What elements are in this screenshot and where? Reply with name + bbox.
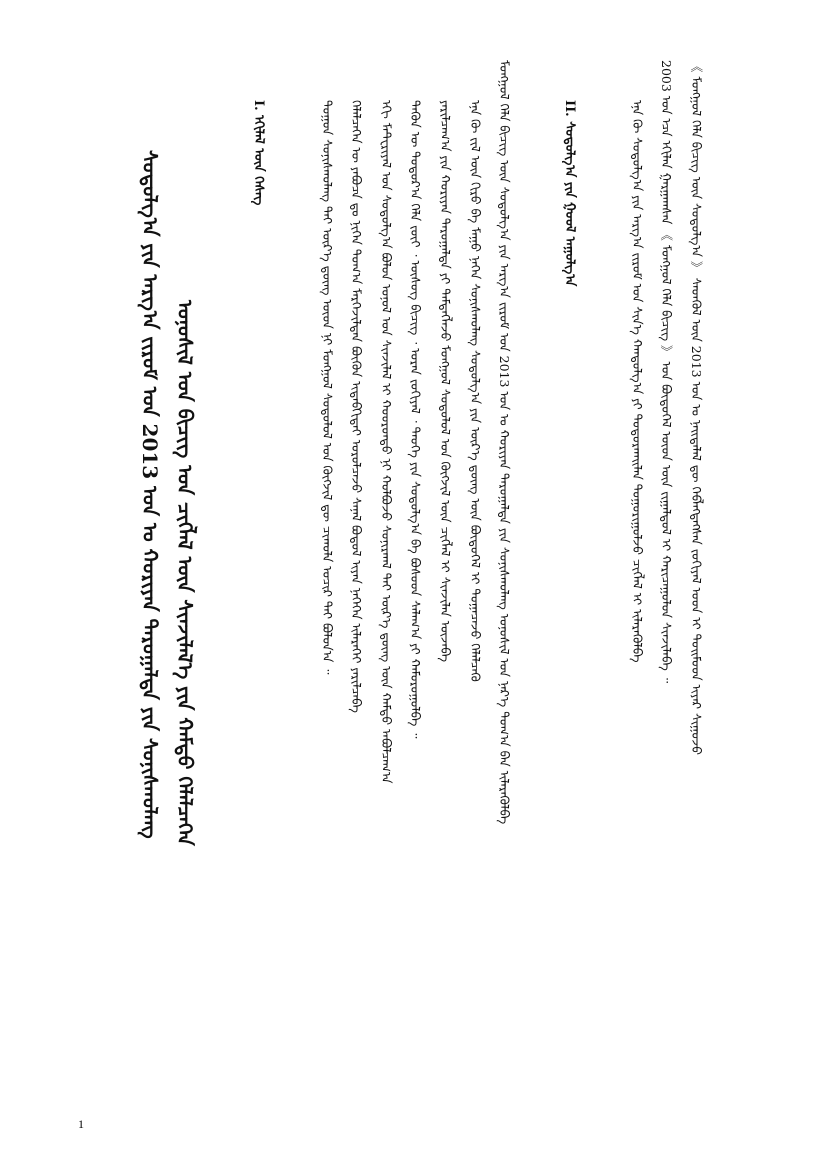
document-title-line-2: ᠤᠨᠤᠰᠢᠯ ᠤᠨ ᠪᠢᠴᠢᠭ ᠤᠨ ᠴᠢᠭᠯᠡᠯ ᠦᠨ ᠰᠢᠨᠵᠢᠯᠡᠯ᠎ᠡ ᠶᠢᠨ ᠬᠠᠮᠲᠤ ᠬᠡᠯᠡᠯᠴᠡᠭᠡᠨ (173, 300, 197, 846)
paragraph-line: ᠲᠣᠭᠣᠨ ᠰᠣᠨᠢᠰᠬᠤᠯᠠᠩ ᠲᠠᠢ ᠦᠷ᠎ᠡ ᠳ᠋ᠦᠩ ᠦᠳ ᠨᠢ ᠮᠣᠩᠭᠣᠯ ᠰᠤᠳᠤᠯᠤᠯ ᠤᠨ ᠬᠥᠭᠵᠢᠯ ᠳᠦ ᠴᠢᠬᠤᠯᠠ ᠤᠴᠢᠷ ᠲᠠᠢ ᠪᠣᠯᠤᠨ᠎ᠠ ᠃ (320, 100, 335, 675)
section-heading-1: I. ᠡᠬᠢᠯᠡᠯ ᠦᠨ ᠬᠡᠰᠡᠭ (251, 100, 266, 206)
paragraph-line: ᠶᠠᠷᠢᠯᠴᠠᠭ᠎ᠠ ᠶᠢᠨ ᠬᠣᠷᠢᠶᠠᠨ ᠳᠠᠷᠤᠭᠠᠯᠲᠠ ᠶᠢ ᠲᠡᠮᠳᠡᠭᠯᠡᠵᠦ ᠮᠣᠩᠭᠣᠯ ᠰᠤᠳᠤᠯᠤᠯ ᠤᠨ ᠬᠥᠭᠵᠢᠯ ᠦᠨ ᠴᠢᠭᠯᠡᠯ ᠢ ᠰᠢᠨᠵᠢᠯᠡᠨ ᠦᠵᠡᠪᠡ (438, 100, 453, 663)
paragraph-line: ᠡᠬᠢ ᠮᠠᠲ᠋ᠧᠷᠢᠶᠠᠯ ᠤᠨ ᠰᠤᠳᠤᠯᠭ᠎ᠠ ᠪᠤᠯᠤᠨ ᠣᠨᠤᠯ ᠤᠨ ᠰᠢᠨᠵᠢᠯᠡᠯ ᠢ ᠬᠣᠣᠷᠣᠨᠳᠤ ᠨᠢ ᠬᠣᠯᠪᠣᠵᠤ ᠰᠣᠨᠢᠷᠬᠠᠯ ᠲᠠᠢ ᠦᠷ᠎ᠡ ᠳ᠋ᠦᠩ ᠦᠨ ᠬᠠᠮᠲᠤ ᠠᠪᠤᠯᠴᠠᠭ᠎ᠠ (379, 100, 394, 784)
document-title-line-1: ᠰᠤᠳᠤᠯᠭ᠎ᠠ ᠶᠢᠨ ᠠᠷᠭ᠎ᠠ ᠵᠢᠷᠤᠮ ᠤᠨ 2013 ᠣᠨ ᠤ ᠬᠣᠷᠢᠶᠠᠨ ᠳᠠᠷᠤᠭᠠᠯᠲᠠ ᠶᠢᠨ ᠰᠣᠨᠢᠰᠬᠤᠯᠠᠩ (138, 150, 162, 839)
paragraph-line: ᠬᠡᠯᠡᠯᠴᠡᠭᠡᠨ ᠦ ᠶᠠᠪᠤᠴᠠ ᠳᠤ ᠨᠢᠭᠡᠨ ᠳᠤᠭ᠎ᠠ ᠮᠡᠷᠭᠡᠵᠢᠯᠲᠡᠨ ᠪᠦᠬᠦᠨ ᠢᠳᠡᠪᠬᠢᠲᠡᠢ ᠣᠷᠤᠯᠴᠠᠵᠤ ᠰᠠᠨᠠᠯ ᠪᠣᠳᠤᠯ ᠢᠶᠠᠨ ᠨᠡᠭᠡᠭᠡᠨ ᠢᠯᠡᠷᠡᠬᠡᠢ ᠶᠠᠷᠢᠯᠴᠠᠪᠠ (349, 100, 364, 713)
paragraph-line: ᠡᠨᠡ ᠬᠦ ᠰᠤᠳᠤᠯᠭ᠎ᠠ ᠶᠢᠨ ᠠᠷᠭ᠎ᠠ ᠵᠢᠷᠤᠮ ᠤᠨ ᠰᠢᠨ᠎ᠡ ᠬᠠᠨᠳᠤᠯᠭ᠎ᠠ ᠶᠢ ᠲᠣᠳᠣᠷᠬᠠᠢᠯᠠᠨ ᠲᠣᠭᠣᠷᠢᠭᠤᠯᠵᠤ ᠴᠢᠭᠯᠡᠯ ᠢ ᠢᠯᠡᠷᠡᠭᠦᠯᠪᠡ (630, 100, 645, 663)
paragraph-line: 《 ᠮᠣᠩᠭᠣᠯ ᠬᠡᠯᠡ ᠪᠢᠴᠢᠭ ᠦᠨ ᠰᠤᠳᠤᠯᠭ᠎ᠠ 》 ᠰᠡᠳᠬᠦᠯ ᠦᠨ 2013 ᠣᠨ ᠤ ᠨᠡᠢᠲᠡᠯᠡᠯ ᠳᠦ ᠬᠡᠪᠯᠡᠭᠳᠡᠭᠰᠡᠨ ᠵᠣᠬᠢᠶᠠᠯ ᠤᠳ ᠢ ᠲᠣᠢᠮᠣᠳ ᠢᠶᠠᠷ ᠰᠢᠭᠤᠵᠤ (689, 60, 704, 755)
paragraph-line: ᠲᠡᠭᠦᠨ ᠦ ᠳᠣᠲᠣᠷ᠎ᠠ ᠬᠡᠯᠡ ᠵᠦᠢ ᠂ ᠦᠰᠦᠭ ᠪᠢᠴᠢᠭ ᠂ ᠤᠷᠠᠨ ᠵᠣᠬᠢᠶᠠᠯ ᠂ ᠲᠡᠦᠬᠡ ᠶᠢᠨ ᠰᠤᠳᠤᠯᠭ᠎ᠠ ᠪᠠ ᠪᠤᠰᠤᠳ ᠰᠠᠯᠠᠭ᠎ᠠ ᠶᠢ ᠬᠠᠮᠤᠷᠤᠭᠤᠯᠪᠠ ᠃ (408, 100, 423, 739)
paragraph-line: ᠮᠣᠩᠭᠣᠯ ᠬᠡᠯᠡ ᠪᠢᠴᠢᠭ ᠦᠨ ᠰᠤᠳᠤᠯᠭ᠎ᠠ ᠶᠢᠨ ᠠᠷᠭ᠎ᠠ ᠵᠢᠷᠤᠮ ᠤᠨ 2013 ᠣᠨ ᠤ ᠬᠣᠷᠢᠶᠠᠨ ᠳᠠᠷᠤᠭᠠᠯᠲᠠ ᠶᠢᠨ ᠰᠣᠨᠢᠰᠬᠤᠯᠠᠩ ᠤᠨᠤᠰᠢᠯ ᠤᠨ ᠨᠡᠷ᠎ᠡ ᠲᠣᠭ᠎ᠠ ᠪᠠᠨ ᠢᠯᠡᠷᠡᠭᠦᠯᠪᠡ (497, 60, 512, 825)
paragraph-line: ᠡᠨᠡ ᠬᠦ ᠵᠢᠯ ᠦᠨ ᠬᠢᠷᠤ ᠪᠠ ᠮᠠᠭᠤ ᠨᠡᠭᠡᠨ ᠰᠣᠨᠢᠰᠬᠤᠯᠠᠩ ᠰᠤᠳᠤᠯᠭ᠎ᠠ ᠶᠢᠨ ᠦᠷ᠎ᠡ ᠳ᠋ᠦᠩ ᠦᠨ ᠪᠦᠲᠦᠭᠡᠯ ᠢ ᠲᠣᠭᠠᠴᠠᠵᠤ ᠬᠡᠯᠡᠯᠴᠡᠬᠦ (468, 100, 483, 682)
section-heading-2: II. ᠰᠤᠳᠤᠯᠭ᠎ᠠ ᠶᠢᠨ ᠭᠣᠣᠯ ᠠᠭᠤᠯᠭ᠎ᠠ (562, 100, 577, 287)
paragraph-line: 2003 ᠣᠨ ᠡᠴᠡ ᠡᠬᠢᠯᠡᠨ ᠭᠠᠷᠭᠠᠭᠰᠠᠨ 《 ᠮᠣᠩᠭᠣᠯ ᠬᠡᠯᠡ ᠪᠢᠴᠢᠭ 》 ᠤᠨ ᠪᠦᠲᠦᠭᠡᠯ ᠦᠳ ᠦᠨ ᠵᠢᠭᠠᠯᠳᠤᠯ ᠢ ᠬᠠᠷᠢᠴᠠᠭᠤᠯᠤᠨ ᠰᠢᠨᠵᠢᠯᠡᠪᠡ ᠃ (659, 60, 674, 684)
page-number: 1 (78, 1117, 84, 1131)
